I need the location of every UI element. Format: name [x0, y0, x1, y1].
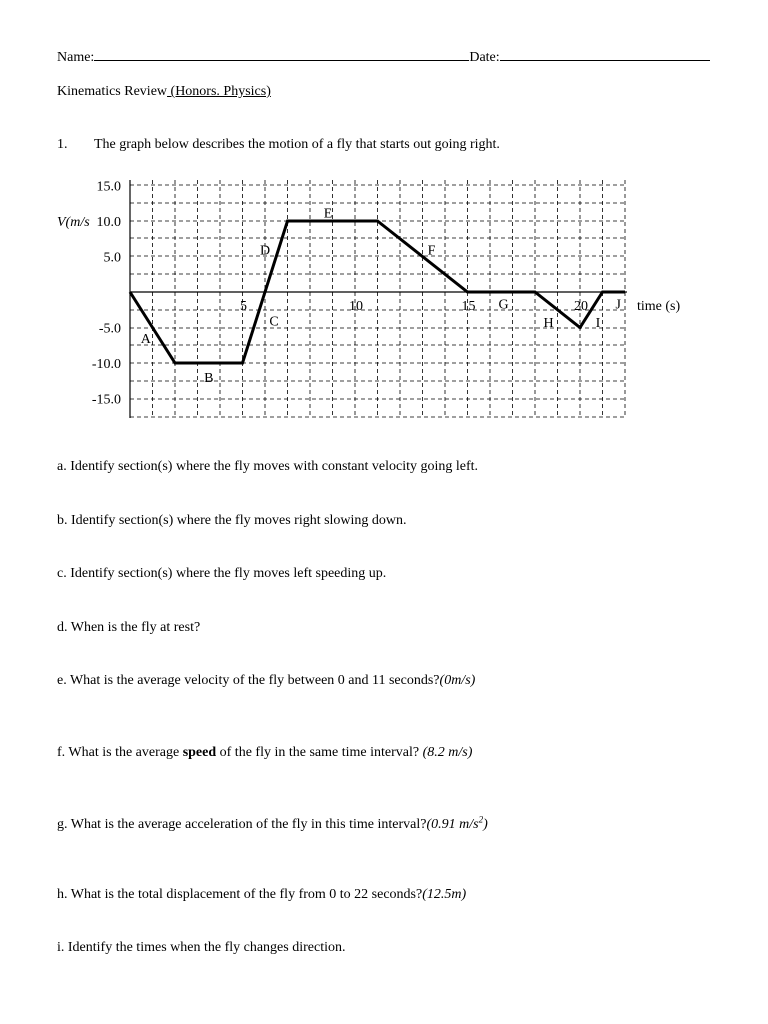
question-1-number: 1.: [57, 137, 68, 152]
question-f-text: f. What is the average: [57, 745, 183, 760]
question-c: [57, 566, 386, 582]
question-h: [57, 887, 466, 903]
y-tick-label: -10.0: [91, 357, 121, 372]
y-axis-label: V(m/s: [57, 215, 90, 230]
segment-label-j: J: [615, 297, 621, 313]
question-g-answer: (0.91 m/s: [426, 817, 479, 832]
y-tick-label: 15.0: [96, 179, 121, 195]
question-e: [57, 673, 475, 689]
question-f-answer: (8.2 m/s): [422, 745, 473, 760]
question-i: [57, 940, 345, 956]
question-1-text: The graph below describes the motion of a fly that starts out going right.: [94, 137, 500, 152]
question-h-answer: (12.5m): [422, 887, 467, 902]
question-e-answer: (0m/s): [439, 673, 476, 688]
question-b: [57, 513, 407, 529]
question-f-rest: of the fly in the same time interval?: [216, 745, 423, 760]
question-c-text: c. Identify section(s) where the fly moves left speeding up.: [57, 566, 387, 581]
question-i-text: i. Identify the times when the fly changes direction.: [57, 940, 346, 955]
segment-label-b: B: [204, 371, 214, 387]
question-g: [57, 814, 488, 833]
name-label: Name:: [57, 50, 95, 65]
question-h-text: h. What is the total displacement of the fly from 0 to 22 seconds?: [57, 887, 423, 902]
question-f-bold: speed: [182, 745, 217, 760]
x-tick-label: 15: [461, 299, 476, 314]
question-g-text: g. What is the average acceleration of the fly in this time interval?: [57, 817, 427, 832]
question-d: [57, 620, 200, 636]
question-b-text: b. Identify section(s) where the fly moves right slowing down.: [57, 513, 407, 528]
x-tick-label: 10: [349, 299, 363, 314]
question-f: [57, 745, 472, 761]
segment-labels: [141, 206, 622, 386]
question-d-text: d. When is the fly at rest?: [57, 620, 201, 635]
title-text: Kinematics Review: [57, 84, 168, 99]
segment-label-e: E: [323, 206, 333, 222]
segment-label-f: F: [427, 243, 436, 259]
question-g-answer-end: ): [483, 817, 488, 832]
segment-label-c: C: [269, 314, 279, 330]
question-e-text: e. What is the average velocity of the fly between 0 and 11 seconds?: [57, 673, 440, 688]
y-tick-label: 10.0: [96, 215, 121, 230]
title-course: (Honors. Physics): [167, 84, 271, 99]
y-tick-label: -15.0: [91, 392, 121, 408]
date-label: Date:: [469, 50, 500, 65]
segment-label-i: I: [595, 315, 601, 331]
segment-label-d: D: [259, 243, 271, 259]
segment-label-h: H: [543, 315, 554, 331]
y-tick-label: 5.0: [103, 250, 121, 266]
x-tick-label: 5: [240, 299, 247, 314]
y-tick-label: -5.0: [98, 321, 121, 337]
question-g-answer-exponent: 2: [478, 814, 484, 825]
segment-label-g: G: [498, 297, 509, 313]
x-tick-label: 20: [574, 299, 588, 314]
x-axis-label: time (s): [637, 299, 681, 314]
question-a-text: a. Identify section(s) where the fly moves with constant velocity going left.: [57, 459, 479, 474]
segment-label-a: A: [140, 332, 151, 348]
velocity-time-graph: [0, 0, 768, 440]
question-a: [57, 459, 478, 475]
